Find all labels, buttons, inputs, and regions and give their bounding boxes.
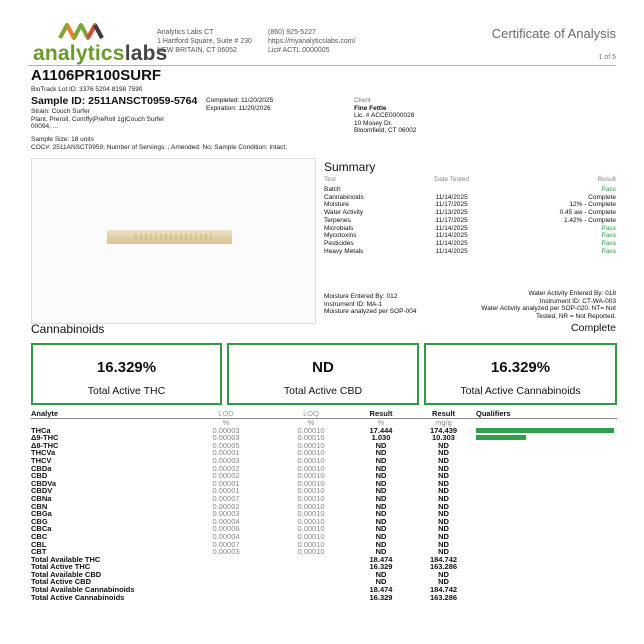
analyte-name: CBG — [31, 516, 48, 526]
analyte-result-mg: ND — [438, 509, 449, 519]
summary-test: Terpenes — [324, 216, 351, 224]
total-row-lod — [181, 556, 271, 564]
total-value: 16.329% — [96, 359, 157, 376]
sample-code: A1106PR100SURF — [31, 67, 162, 84]
total-active-cannabinoids-box — [424, 343, 617, 405]
summary-row — [324, 232, 616, 240]
analyte-loq: 0.00010 — [297, 425, 325, 435]
analyte-name: CBN — [31, 501, 48, 511]
summary-result: Pass — [601, 224, 616, 232]
summary-row — [324, 194, 616, 202]
loq-header: LOQ — [271, 408, 351, 419]
analyte-qualifier — [476, 510, 617, 518]
analyte-result-pct: ND — [375, 501, 387, 511]
analyte-name: THCV — [31, 455, 52, 465]
unit-cell: % — [222, 418, 230, 427]
total-row-mg: ND — [438, 569, 449, 579]
analyte-table — [31, 408, 617, 601]
analyte-result-pct: ND — [375, 509, 387, 519]
summary-test: Water Activity — [324, 209, 364, 217]
analyte-header: Analyte — [31, 408, 181, 419]
sample-lot: 00094, ... — [31, 123, 59, 130]
header-divider — [28, 65, 616, 66]
total-row-qualifier — [476, 578, 617, 586]
analyte-result-mg: ND — [438, 516, 449, 526]
client-address2: Bloomfield, CT 06002 — [354, 127, 417, 134]
analyte-name: CBL — [31, 539, 47, 549]
analyte-result-pct: ND — [375, 524, 387, 534]
analyte-lod: 0.00001 — [212, 486, 240, 496]
analyte-qualifier — [476, 427, 617, 435]
sample-id: Sample ID: 2511ANSCT0959-5764 — [31, 95, 198, 107]
analyte-loq: 0.00010 — [297, 433, 325, 443]
summary-result: Complete — [588, 193, 616, 201]
moisture-note: Moisture Entered By: 012 — [324, 293, 398, 300]
analyte-loq: 0.00010 — [297, 440, 325, 450]
analyte-lod: 0.00001 — [212, 478, 240, 488]
result-pct-header: Result — [351, 408, 411, 419]
biotrack-lot-id: BioTrack Lot ID: 3376 5204 8198 7590 — [31, 86, 143, 93]
unit-cell: mg/g — [435, 418, 452, 427]
summary-row — [324, 209, 616, 217]
analyte-qualifier — [476, 487, 617, 495]
total-row-pct: 16.329 — [369, 592, 393, 602]
total-row-lod — [181, 571, 271, 579]
analyte-result-pct: ND — [375, 539, 387, 549]
analyte-loq: 0.00010 — [297, 455, 325, 465]
analyte-result-mg: ND — [438, 501, 449, 511]
analyte-lod: 0.00003 — [212, 547, 240, 557]
water-note: Tested, NR = Not Reported. — [535, 313, 616, 321]
summary-date: 11/14/2025 — [435, 193, 468, 201]
summary-test: Heavy Metals — [324, 247, 364, 255]
analyte-lod: 0.00007 — [212, 539, 240, 549]
total-row-loq — [271, 594, 351, 602]
sample-details — [31, 108, 164, 131]
lab-contact — [268, 28, 356, 55]
client-license: Lic. # ACCE0000028 — [354, 112, 415, 119]
analytics-labs-logo-mark — [58, 22, 110, 40]
analyte-qualifier — [476, 465, 617, 473]
total-active-thc-box — [31, 343, 222, 405]
total-row-qualifier — [476, 571, 617, 579]
analyte-lod: 0.00002 — [212, 501, 240, 511]
moisture-notes — [324, 293, 417, 316]
cannabinoids-title: Cannabinoids — [31, 322, 105, 336]
total-row-pct: 16.329 — [369, 562, 393, 572]
analyte-result-mg: ND — [438, 547, 449, 557]
analyte-name: CBD — [31, 471, 48, 481]
analyte-result-pct: ND — [375, 516, 387, 526]
preroll-image — [107, 230, 232, 244]
analyte-lod: 0.00007 — [212, 493, 240, 503]
total-row-name: Total Available Cannabinoids — [31, 585, 135, 595]
analyte-lod: 0.00002 — [212, 463, 240, 473]
analyte-name: CBDV — [31, 486, 53, 496]
summary-date: 11/14/2025 — [435, 232, 468, 240]
qualifiers-header: Qualifiers — [476, 408, 617, 419]
sample-meta — [31, 136, 287, 151]
summary-row — [324, 217, 616, 225]
summary-row — [324, 186, 616, 194]
analyte-name: CBNa — [31, 493, 52, 503]
analyte-result-mg: ND — [438, 448, 449, 458]
unit-cell — [476, 419, 617, 427]
sample-photo — [31, 158, 316, 324]
total-row-loq — [271, 578, 351, 586]
analyte-result-pct: ND — [375, 448, 387, 458]
analyte-qualifier — [476, 495, 617, 503]
summary-result: 0.45 aw - Complete — [559, 209, 616, 217]
lab-name: Analytics Labs CT — [157, 29, 214, 36]
total-row-qualifier — [476, 556, 617, 564]
analyte-qualifier — [476, 518, 617, 526]
total-row-name: Total Active Cannabinoids — [31, 592, 125, 602]
result-bar — [476, 428, 614, 433]
moisture-note: Instrument ID: MA-1 — [324, 300, 383, 308]
analyte-qualifier — [476, 434, 617, 442]
total-row — [31, 563, 617, 571]
analyte-qualifier — [476, 457, 617, 465]
analyte-qualifier — [476, 472, 617, 480]
summary-table — [324, 176, 616, 255]
water-activity-notes — [416, 290, 616, 321]
lab-phone: (860) 925-5227 — [268, 29, 316, 36]
analyte-loq: 0.00010 — [297, 516, 325, 526]
analyte-result-pct: ND — [375, 440, 387, 450]
total-row-pct: 18.474 — [369, 554, 393, 564]
analyte-result-mg: ND — [438, 524, 449, 534]
lab-address-line2: NEW BRITAIN, CT 06052 — [157, 47, 237, 54]
total-row-loq — [271, 586, 351, 594]
cannabinoids-status: Complete — [571, 322, 616, 334]
sample-size: Sample Size: 18 units — [31, 136, 94, 143]
analyte-result-mg: ND — [438, 440, 449, 450]
analyte-qualifier — [476, 525, 617, 533]
summary-test: Cannabinoids — [324, 193, 364, 201]
summary-row — [324, 240, 616, 248]
analyte-result-mg: ND — [438, 478, 449, 488]
total-row-lod — [181, 563, 271, 571]
analyte-result-mg: ND — [438, 493, 449, 503]
lab-license: Lic# ACTL.0000005 — [268, 47, 330, 54]
analyte-result-mg: ND — [438, 539, 449, 549]
summary-date: 11/13/2025 — [435, 209, 468, 217]
analyte-name: THCVa — [31, 448, 56, 458]
total-row-name: Total Active CBD — [31, 577, 92, 587]
analyte-name: CBGa — [31, 509, 52, 519]
analyte-loq: 0.00010 — [297, 463, 325, 473]
sample-dates — [206, 97, 273, 112]
total-row-loq — [271, 563, 351, 571]
analyte-name: CBDa — [31, 463, 52, 473]
analyte-qualifier — [476, 442, 617, 450]
document-title: Certificate of Analysis — [491, 26, 616, 41]
sample-strain: Strain: Couch Surfer — [31, 108, 90, 115]
summary-date: 11/14/2025 — [435, 224, 468, 232]
brand-logo-text: analyticslabs — [33, 42, 168, 65]
analyte-loq: 0.00010 — [297, 509, 325, 519]
analyte-qualifier — [476, 548, 617, 556]
total-row-mg: 163.286 — [429, 562, 458, 572]
analyte-result-pct: ND — [375, 471, 387, 481]
analyte-loq: 0.00010 — [297, 524, 325, 534]
analyte-qualifier — [476, 503, 617, 511]
summary-result: Pass — [601, 186, 616, 193]
analyte-name: Δ9-THC — [31, 433, 59, 443]
coc-line: COC#: 2511ANSCT0959; Number of Servings: ; Amended: No; Sample Condition: Intact; — [31, 143, 288, 151]
total-label: Total Active CBD — [283, 385, 363, 397]
sample-matrix: Plant, Preroll, Comffy|PreRoll 1g|Couch Surfer — [31, 115, 165, 123]
analyte-loq: 0.00010 — [297, 547, 325, 557]
analyte-lod: 0.00003 — [212, 433, 240, 443]
unit-cell — [31, 419, 181, 427]
summary-test: Mycotoxins — [324, 232, 357, 240]
unit-cell: % — [307, 418, 315, 427]
total-row-pct: 18.474 — [369, 585, 393, 595]
analyte-loq: 0.00010 — [297, 539, 325, 549]
analyte-lod: 0.00004 — [212, 516, 240, 526]
analyte-loq: 0.00010 — [297, 478, 325, 488]
analyte-result-mg: 10.303 — [432, 433, 455, 443]
total-row-qualifier — [476, 594, 617, 602]
summary-result: Pass — [601, 247, 616, 255]
analyte-result-pct: ND — [375, 486, 387, 496]
analyte-loq: 0.00010 — [297, 501, 325, 511]
summary-date: 11/17/2025 — [435, 201, 468, 209]
analyte-result-mg: ND — [438, 455, 449, 465]
result-mg-header: Result — [411, 408, 476, 419]
analyte-loq: 0.00010 — [297, 493, 325, 503]
summary-row — [324, 248, 616, 256]
completed-date: Completed: 11/20/2025 — [206, 97, 274, 104]
analyte-result-mg: ND — [438, 486, 449, 496]
client-label: Client — [354, 97, 371, 104]
summary-result: Pass — [601, 239, 616, 247]
summary-row — [324, 225, 616, 233]
total-row-mg: ND — [438, 577, 449, 587]
page-number: 1 of 5 — [598, 54, 616, 61]
analyte-loq: 0.00010 — [297, 448, 325, 458]
total-row — [31, 571, 617, 579]
total-value: 16.329% — [490, 359, 551, 376]
analyte-result-mg: ND — [438, 463, 449, 473]
total-row-loq — [271, 571, 351, 579]
summary-header-date: Date Tested — [434, 176, 469, 183]
total-row-lod — [181, 586, 271, 594]
analyte-result-pct: 1.030 — [371, 433, 391, 443]
analyte-result-pct: ND — [375, 455, 387, 465]
summary-result: Pass — [601, 232, 616, 240]
analyte-loq: 0.00010 — [297, 486, 325, 496]
analyte-lod: 0.00005 — [212, 440, 240, 450]
summary-test: Moisture — [324, 201, 349, 209]
total-row — [31, 594, 617, 602]
total-row-name: Total Available THC — [31, 554, 101, 564]
analyte-name: CBCa — [31, 524, 52, 534]
analyte-result-pct: ND — [375, 547, 387, 557]
moisture-note: Moisture analyzed per SOP-004 — [324, 308, 417, 316]
analyte-name: THCa — [31, 425, 51, 435]
analyte-row — [31, 548, 617, 556]
analyte-result-mg: ND — [438, 531, 449, 541]
summary-row — [324, 201, 616, 209]
summary-title: Summary — [324, 160, 376, 174]
analyte-name: CBC — [31, 531, 48, 541]
total-row — [31, 556, 617, 564]
analyte-name: Δ8-THC — [31, 440, 59, 450]
total-label: Total Active Cannabinoids — [460, 385, 581, 397]
analyte-result-pct: ND — [375, 493, 387, 503]
analyte-qualifier — [476, 480, 617, 488]
analyte-loq: 0.00010 — [297, 471, 325, 481]
analyte-lod: 0.00002 — [212, 471, 240, 481]
unit-cell: % — [377, 418, 385, 427]
lod-header: LOD — [181, 408, 271, 419]
result-bar — [476, 435, 526, 440]
summary-test: Microbials — [324, 224, 354, 232]
analyte-lod: 0.00001 — [212, 448, 240, 458]
analyte-qualifier — [476, 449, 617, 457]
summary-date: 11/17/2025 — [435, 216, 468, 224]
analyte-lod: 0.00003 — [212, 455, 240, 465]
total-row-name: Total Available CBD — [31, 569, 102, 579]
total-row-mg: 184.742 — [429, 585, 458, 595]
analyte-qualifier — [476, 541, 617, 549]
total-row-mg: 163.286 — [429, 592, 458, 602]
summary-date: 11/14/2025 — [435, 247, 468, 255]
analyte-lod: 0.00003 — [212, 509, 240, 519]
water-note: Water Activity Entered By: 018 — [528, 290, 616, 297]
analyte-result-pct: ND — [375, 463, 387, 473]
summary-result: 1.42% - Complete — [563, 216, 616, 224]
total-row-mg: 184.742 — [429, 554, 458, 564]
total-row-lod — [181, 594, 271, 602]
analyte-lod: 0.00006 — [212, 524, 240, 534]
lab-website[interactable]: https://myanalyticslabs.com/ — [268, 38, 356, 45]
summary-header-result: Result — [597, 176, 616, 183]
lab-address-line1: 1 Hartford Square, Suite # 230 — [157, 38, 252, 45]
total-row-pct: ND — [375, 569, 387, 579]
total-row-loq — [271, 556, 351, 564]
client-address1: 10 Mosey Dr. — [354, 119, 393, 127]
total-row-qualifier — [476, 586, 617, 594]
water-note: Instrument ID: CT-WA-003 — [539, 297, 616, 305]
analyte-result-mg: ND — [438, 471, 449, 481]
expiration-date: Expiration: 11/20/2026 — [206, 104, 271, 112]
analyte-result-pct: 17.444 — [369, 425, 393, 435]
summary-date: 11/14/2025 — [435, 239, 468, 247]
summary-header-test: Test — [324, 176, 336, 183]
client-name: Fine Fettle — [354, 104, 387, 112]
lab-info — [157, 28, 252, 55]
analyte-name: CBDVa — [31, 478, 57, 488]
total-label: Total Active THC — [87, 385, 166, 397]
analyte-result-pct: ND — [375, 531, 387, 541]
analyte-name: CBT — [31, 547, 47, 557]
water-note: Water Activity analyzed per SOP-020. NT= Not — [481, 305, 616, 313]
total-value: ND — [312, 359, 334, 376]
total-row-lod — [181, 578, 271, 586]
total-row-name: Total Active THC — [31, 562, 91, 572]
client-info — [354, 97, 416, 135]
total-active-cbd-box — [227, 343, 419, 405]
analyte-lod: 0.00003 — [212, 425, 240, 435]
analyte-result-pct: ND — [375, 478, 387, 488]
total-row-pct: ND — [375, 577, 387, 587]
analyte-result-mg: 174.439 — [429, 425, 458, 435]
analyte-lod: 0.00004 — [212, 531, 240, 541]
analyte-loq: 0.00010 — [297, 531, 325, 541]
analyte-qualifier — [476, 533, 617, 541]
summary-test: Pesticides — [324, 239, 354, 247]
summary-test: Batch — [324, 186, 341, 193]
summary-result: 12% - Complete — [569, 201, 616, 209]
summary-date — [412, 186, 492, 194]
total-row-qualifier — [476, 563, 617, 571]
